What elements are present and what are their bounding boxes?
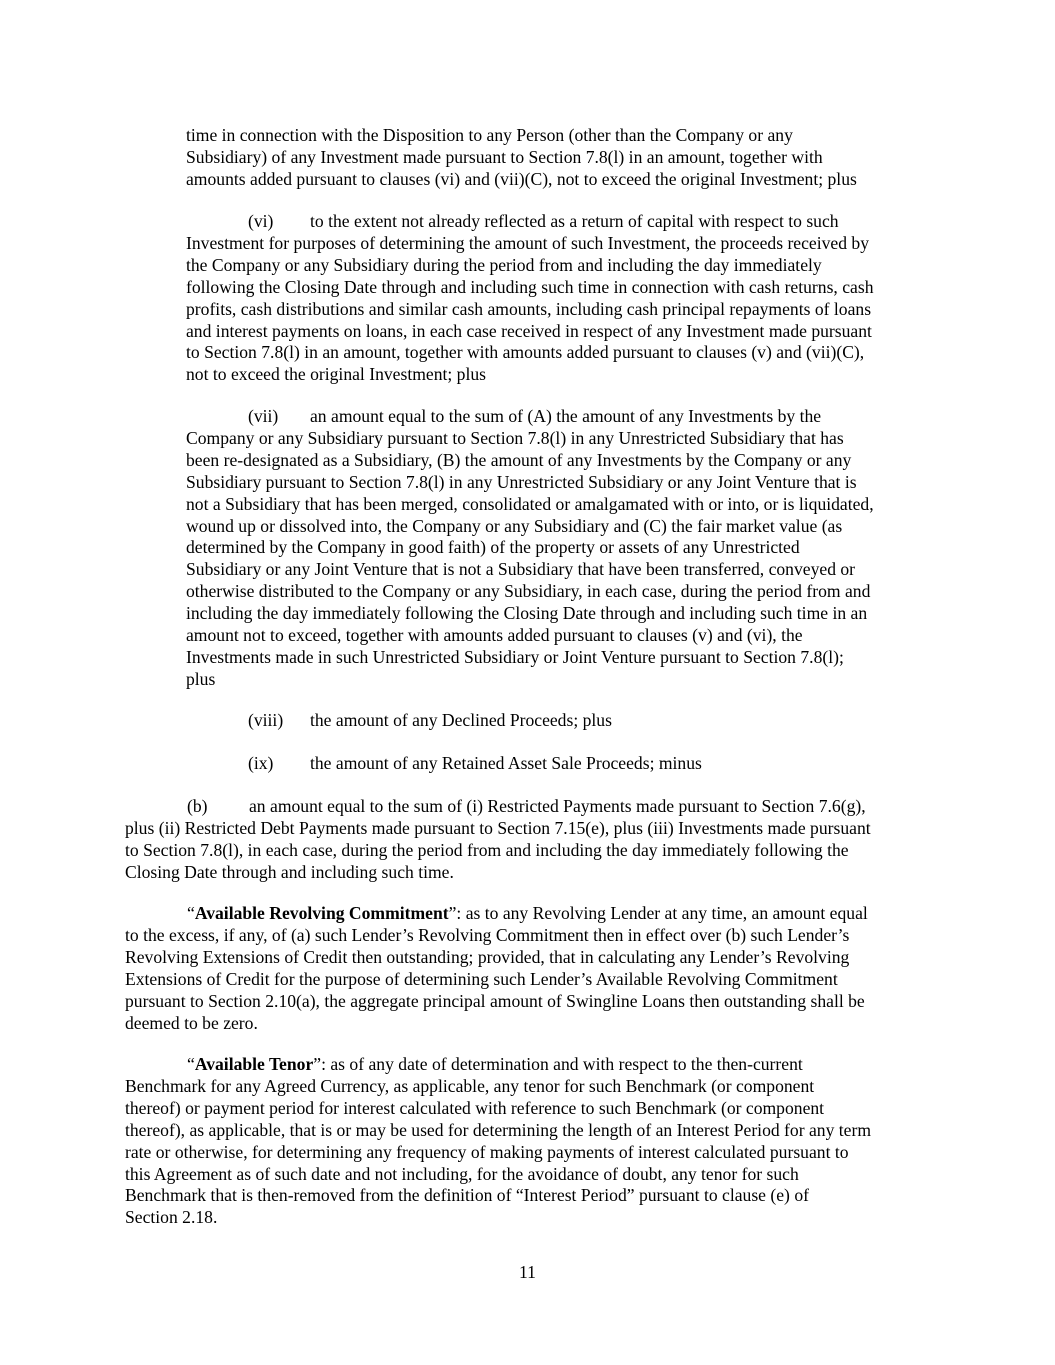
text-line: Company or any Subsidiary pursuant to Section 7.8(l) in any Unrestricted Subsidiary that has (186, 427, 844, 448)
clause-ix (186, 753, 702, 775)
clause-number: (viii) (248, 710, 284, 730)
text-line: otherwise distributed to the Company or any Subsidiary, in each case, during the period from and (186, 581, 871, 602)
text-line: Subsidiary or any Joint Venture that is not a Subsidiary that have been transferred, conveyed or (186, 559, 856, 580)
text-line: amount not to exceed, together with amounts added pursuant to clauses (v) and (vi), the (186, 625, 803, 646)
text-line: plus (ii) Restricted Debt Payments made pursuant to Section 7.15(e), plus (iii) Investments made pursuant (125, 817, 871, 838)
definition-text: ”: as of any date of determination and with respect to the then-current (313, 1054, 803, 1074)
clause-first-line (186, 753, 702, 775)
text-line: thereof) or payment period for interest calculated with reference to such Benchmark (or component (125, 1097, 825, 1118)
text-line: and interest payments on loans, in each case received in respect of any Investment made pursuant (186, 320, 872, 341)
clause-viii (186, 710, 612, 732)
clause-text: the amount of any Declined Proceeds; plus (310, 710, 612, 730)
paragraph-continuation (186, 125, 857, 191)
clause-number: (ix) (248, 753, 274, 773)
clause-number: (vi) (248, 211, 274, 231)
defined-term: Available Tenor (194, 1054, 314, 1074)
text-line: this Agreement as of such date and not including, for the avoidance of doubt, any tenor for such (125, 1163, 799, 1184)
definition-first-line (125, 903, 868, 925)
text-line: been re-designated as a Subsidiary, (B) the amount of any Investments by the Company or any (186, 449, 852, 470)
clause-text: the amount of any Retained Asset Sale Proceeds; minus (310, 753, 702, 773)
text-line: not a Subsidiary that has been merged, consolidated or amalgamated with or into, or is liquidated, (186, 493, 874, 514)
text-line: not to exceed the original Investment; plus (186, 364, 486, 385)
text-line: wound up or dissolved into, the Company or any Subsidiary and (C) the fair market value (as (186, 515, 843, 536)
text-line: the Company or any Subsidiary during the period from and including the day immediately (186, 254, 822, 275)
clause-number: (vii) (248, 406, 279, 426)
text-line: Closing Date through and including such time. (125, 861, 454, 882)
text-line: amounts added pursuant to clauses (vi) and (vii)(C), not to exceed the original Investment; plus (186, 168, 857, 189)
definition-text: ”: as to any Revolving Lender at any time, an amount equal (448, 903, 868, 923)
clause-first-line (186, 211, 874, 233)
clause-first-line (186, 406, 874, 428)
clause-number: (b) (187, 796, 208, 816)
text-line: deemed to be zero. (125, 1012, 258, 1033)
text-line: including the day immediately following the Closing Date through and including such time in an (186, 603, 868, 624)
text-line: profits, cash distributions and similar cash amounts, including cash principal repayments of loans (186, 298, 872, 319)
text-line: time in connection with the Disposition to any Person (other than the Company or any (186, 125, 793, 145)
clause-text: an amount equal to the sum of (i) Restricted Payments made pursuant to Section 7.6(g), (249, 796, 866, 816)
definition-available-tenor (125, 1054, 871, 1229)
text-line: Investments made in such Unrestricted Subsidiary or Joint Venture pursuant to Section 7.8(l); (186, 646, 844, 667)
open-quote: “ (187, 903, 195, 923)
text-line: Extensions of Credit for the purpose of determining such Lender’s Available Revolving Commitment (125, 968, 838, 989)
text-line: Subsidiary pursuant to Section 7.8(l) in any Unrestricted Subsidiary or any Joint Venture that is (186, 471, 857, 492)
text-line: plus (186, 668, 216, 689)
text-line: thereof), as applicable, that is or may be used for determining the length of an Interest Period for any term (125, 1119, 872, 1140)
open-quote: “ (187, 1054, 195, 1074)
definition-first-line (125, 1054, 871, 1076)
text-line: Investment for purposes of determining the amount of such Investment, the proceeds received by (186, 232, 870, 253)
defined-term: Available Revolving Commitment (194, 903, 449, 923)
text-line: to the excess, if any, of (a) such Lender’s Revolving Commitment then in effect over (b) such Lender’s (125, 924, 850, 945)
clause-vi (186, 211, 874, 386)
text-line: following the Closing Date through and including such time in connection with cash returns, cash (186, 276, 874, 297)
text-line: Revolving Extensions of Credit then outstanding; provided, that in calculating any Lender’s Revolving (125, 946, 850, 967)
clause-vii (186, 406, 874, 691)
clause-first-line (125, 796, 871, 818)
clause-text: an amount equal to the sum of (A) the amount of any Investments by the (310, 406, 822, 426)
page-number: 11 (519, 1262, 536, 1282)
text-line: rate or otherwise, for determining any frequency of making payments of interest calculated pursuant to (125, 1141, 849, 1162)
text-line: Benchmark for any Agreed Currency, as applicable, any tenor for such Benchmark (or component (125, 1075, 815, 1096)
clause-text: to the extent not already reflected as a return of capital with respect to such (310, 211, 839, 231)
text-line: determined by the Company in good faith) of the property or assets of any Unrestricted (186, 537, 800, 558)
text-line: Section 2.18. (125, 1207, 218, 1228)
text-line: Benchmark that is then-removed from the definition of “Interest Period” pursuant to clause (e) of (125, 1185, 809, 1206)
text-line: to Section 7.8(l) in an amount, together with amounts added pursuant to clauses (v) and (vii)(C), (186, 342, 865, 363)
clause-first-line (186, 710, 612, 732)
text-line: Subsidiary) of any Investment made pursuant to Section 7.8(l) in an amount, together with (186, 146, 823, 167)
text-line: to Section 7.8(l), in each case, during the period from and including the day immediately following the (125, 839, 849, 860)
definition-available-revolving-commitment (125, 903, 868, 1034)
text-line: pursuant to Section 2.10(a), the aggregate principal amount of Swingline Loans then outstanding shall be (125, 990, 865, 1011)
clause-b (125, 796, 871, 884)
